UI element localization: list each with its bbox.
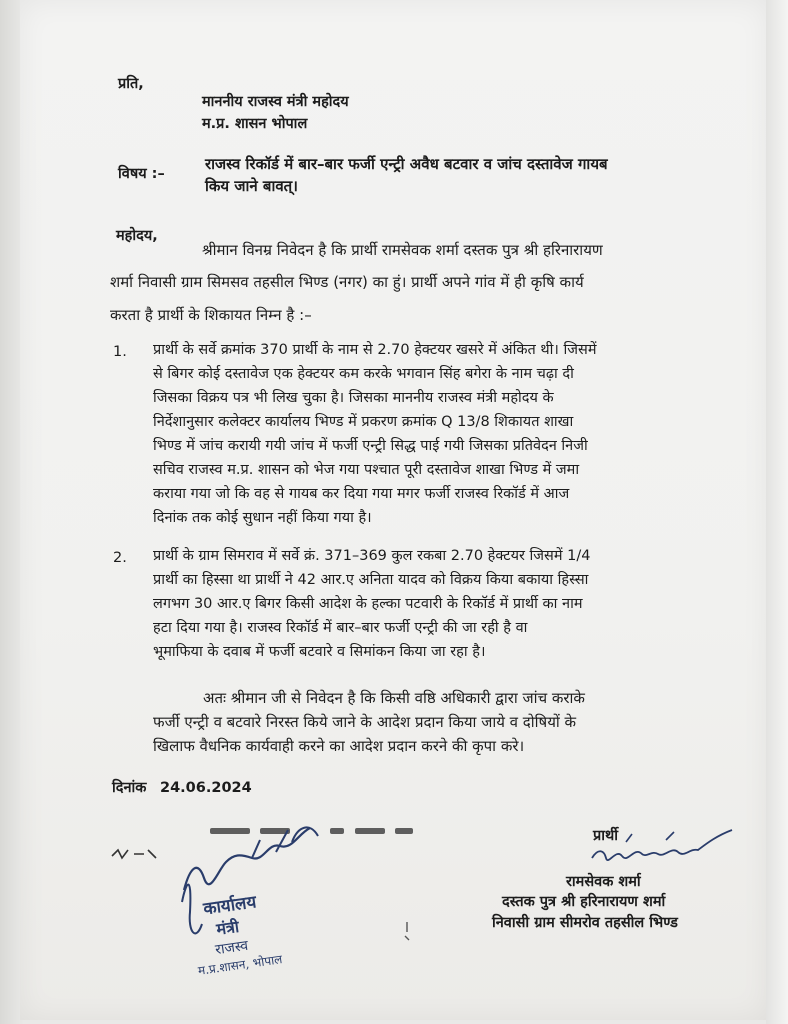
scan-right-edge: [766, 0, 788, 1024]
point-2-line: हटा दिया गया है। राजस्व रिकॉर्ड में बार–बार फर्जी एन्ट्री की जा रही है वा: [153, 620, 528, 636]
applicant-name: रामसेवक शर्मा: [566, 874, 641, 890]
point-1-line: प्रार्थी के सर्वे क्रमांक 370 प्रार्थी के नाम से 2.70 हेक्टयर खसरे में अंकित थी। जिसमें: [153, 342, 597, 358]
recipient-line2: म.प्र. शासन भोपाल: [202, 116, 308, 132]
point-1-line: कराया गया जो कि वह से गायब कर दिया गया मगर फर्जी राजस्व रिकॉर्ड में आज: [153, 486, 570, 502]
point-1-text: [153, 338, 597, 530]
point-1-line: सचिव राजस्व म.प्र. शासन को भेज गया पश्चात पूरी दस्तावेज शाखा भिण्ड में जमा: [153, 462, 580, 478]
stamp-line4: म.प्र.शासन, भोपाल: [197, 952, 284, 978]
applicant-address: निवासी ग्राम सीमरोव तहसील भिण्ड: [492, 915, 678, 931]
point-1-number: 1.: [113, 344, 127, 360]
applicant-signature: [586, 828, 736, 872]
intro-line-1: श्रीमान विनम्र निवेदन है कि प्रार्थी रामसेवक शर्मा दस्तक पुत्र श्री हरिनारायण: [202, 241, 603, 259]
point-1-line: दिनांक तक कोई सुधान नहीं किया गया है।: [153, 510, 372, 526]
applicant-label: प्रार्थी: [593, 828, 619, 844]
salutation: महोदय,: [116, 228, 158, 244]
intro-line-3: करता है प्रार्थी के शिकायत निम्न है :–: [110, 306, 312, 324]
margin-tick-mark: [402, 920, 412, 942]
to-label: प्रति,: [118, 76, 144, 92]
office-stamp: [178, 887, 283, 980]
point-2-text: [153, 544, 590, 664]
recipient-line1: माननीय राजस्व मंत्री महोदय: [202, 94, 349, 110]
point-1-line: निर्देशानुसार कलेक्टर कार्यालय भिण्ड में प्रकरण क्रमांक Q 13/8 शिकायत शाखा: [153, 414, 574, 430]
receipt-number-scribble: [110, 846, 160, 862]
stamp-line2: मंत्री: [215, 916, 241, 939]
point-2-line: प्रार्थी के ग्राम सिमराव में सर्वे क्रं. 371–369 कुल रकबा 2.70 हेक्टयर जिसमें 1/4: [153, 548, 591, 564]
point-1-line: जिसका विक्रय पत्र भी लिख चुका है। जिसका माननीय राजस्व मंत्री महोदय के: [153, 390, 554, 406]
date-label: दिनांक: [112, 780, 147, 796]
intro-line-2: शर्मा निवासी ग्राम सिमसव तहसील भिण्ड (नगर) का हुं। प्रार्थी अपने गांव में ही कृषि कार्य: [110, 273, 584, 291]
point-1-line: भिण्ड में जांच करायी गयी जांच में फर्जी एन्ट्री सिद्ध पाई गयी जिसका प्रतिवेदन निजी: [153, 438, 588, 454]
stamp-line1: कार्यालय: [202, 892, 258, 920]
subject-line2: किय जाने बावत्।: [205, 177, 298, 195]
point-2-number: 2.: [113, 550, 127, 566]
point-1-line: से बिगर कोई दस्तावेज एक हेक्टयर कम करके भगवान सिंह बगेरा के नाम चढ़ा दी: [153, 366, 574, 382]
applicant-parentage: दस्तक पुत्र श्री हरिनारायण शर्मा: [502, 894, 666, 910]
subject-line1: राजस्व रिकॉर्ड में बार–बार फर्जी एन्ट्री अवैध बटवार व जांच दस्तावेज गायब: [205, 155, 608, 173]
closing-line-2: फर्जी एन्ट्री व बटवारे निरस्त किये जाने के आदेश प्रदान किया जाये व दोषियों के: [153, 713, 577, 731]
closing-line-1: अतः श्रीमान जी से निवेदन है कि किसी वष्ठि अधिकारी द्वारा जांच कराके: [203, 689, 585, 707]
point-2-line: भूमाफिया के दवाब में फर्जी बटवारे व सिमांकन किया जा रहा है।: [153, 644, 486, 660]
stamp-line3: राजस्व: [214, 937, 250, 959]
subject-label: विषय :–: [118, 166, 165, 182]
date-value: 24.06.2024: [160, 780, 252, 796]
closing-line-3: खिलाफ वैधनिक कार्यवाही करने का आदेश प्रदान करने की कृपा करे।: [153, 737, 525, 755]
point-2-line: प्रार्थी का हिस्सा था प्रार्थी ने 42 आर.ए अनिता यादव को विक्रय किया बकाया हिस्सा: [153, 572, 589, 588]
point-2-line: लगभग 30 आर.ए बिगर किसी आदेश के हल्का पटवारी के रिकॉर्ड में प्रार्थी का नाम: [153, 596, 583, 612]
